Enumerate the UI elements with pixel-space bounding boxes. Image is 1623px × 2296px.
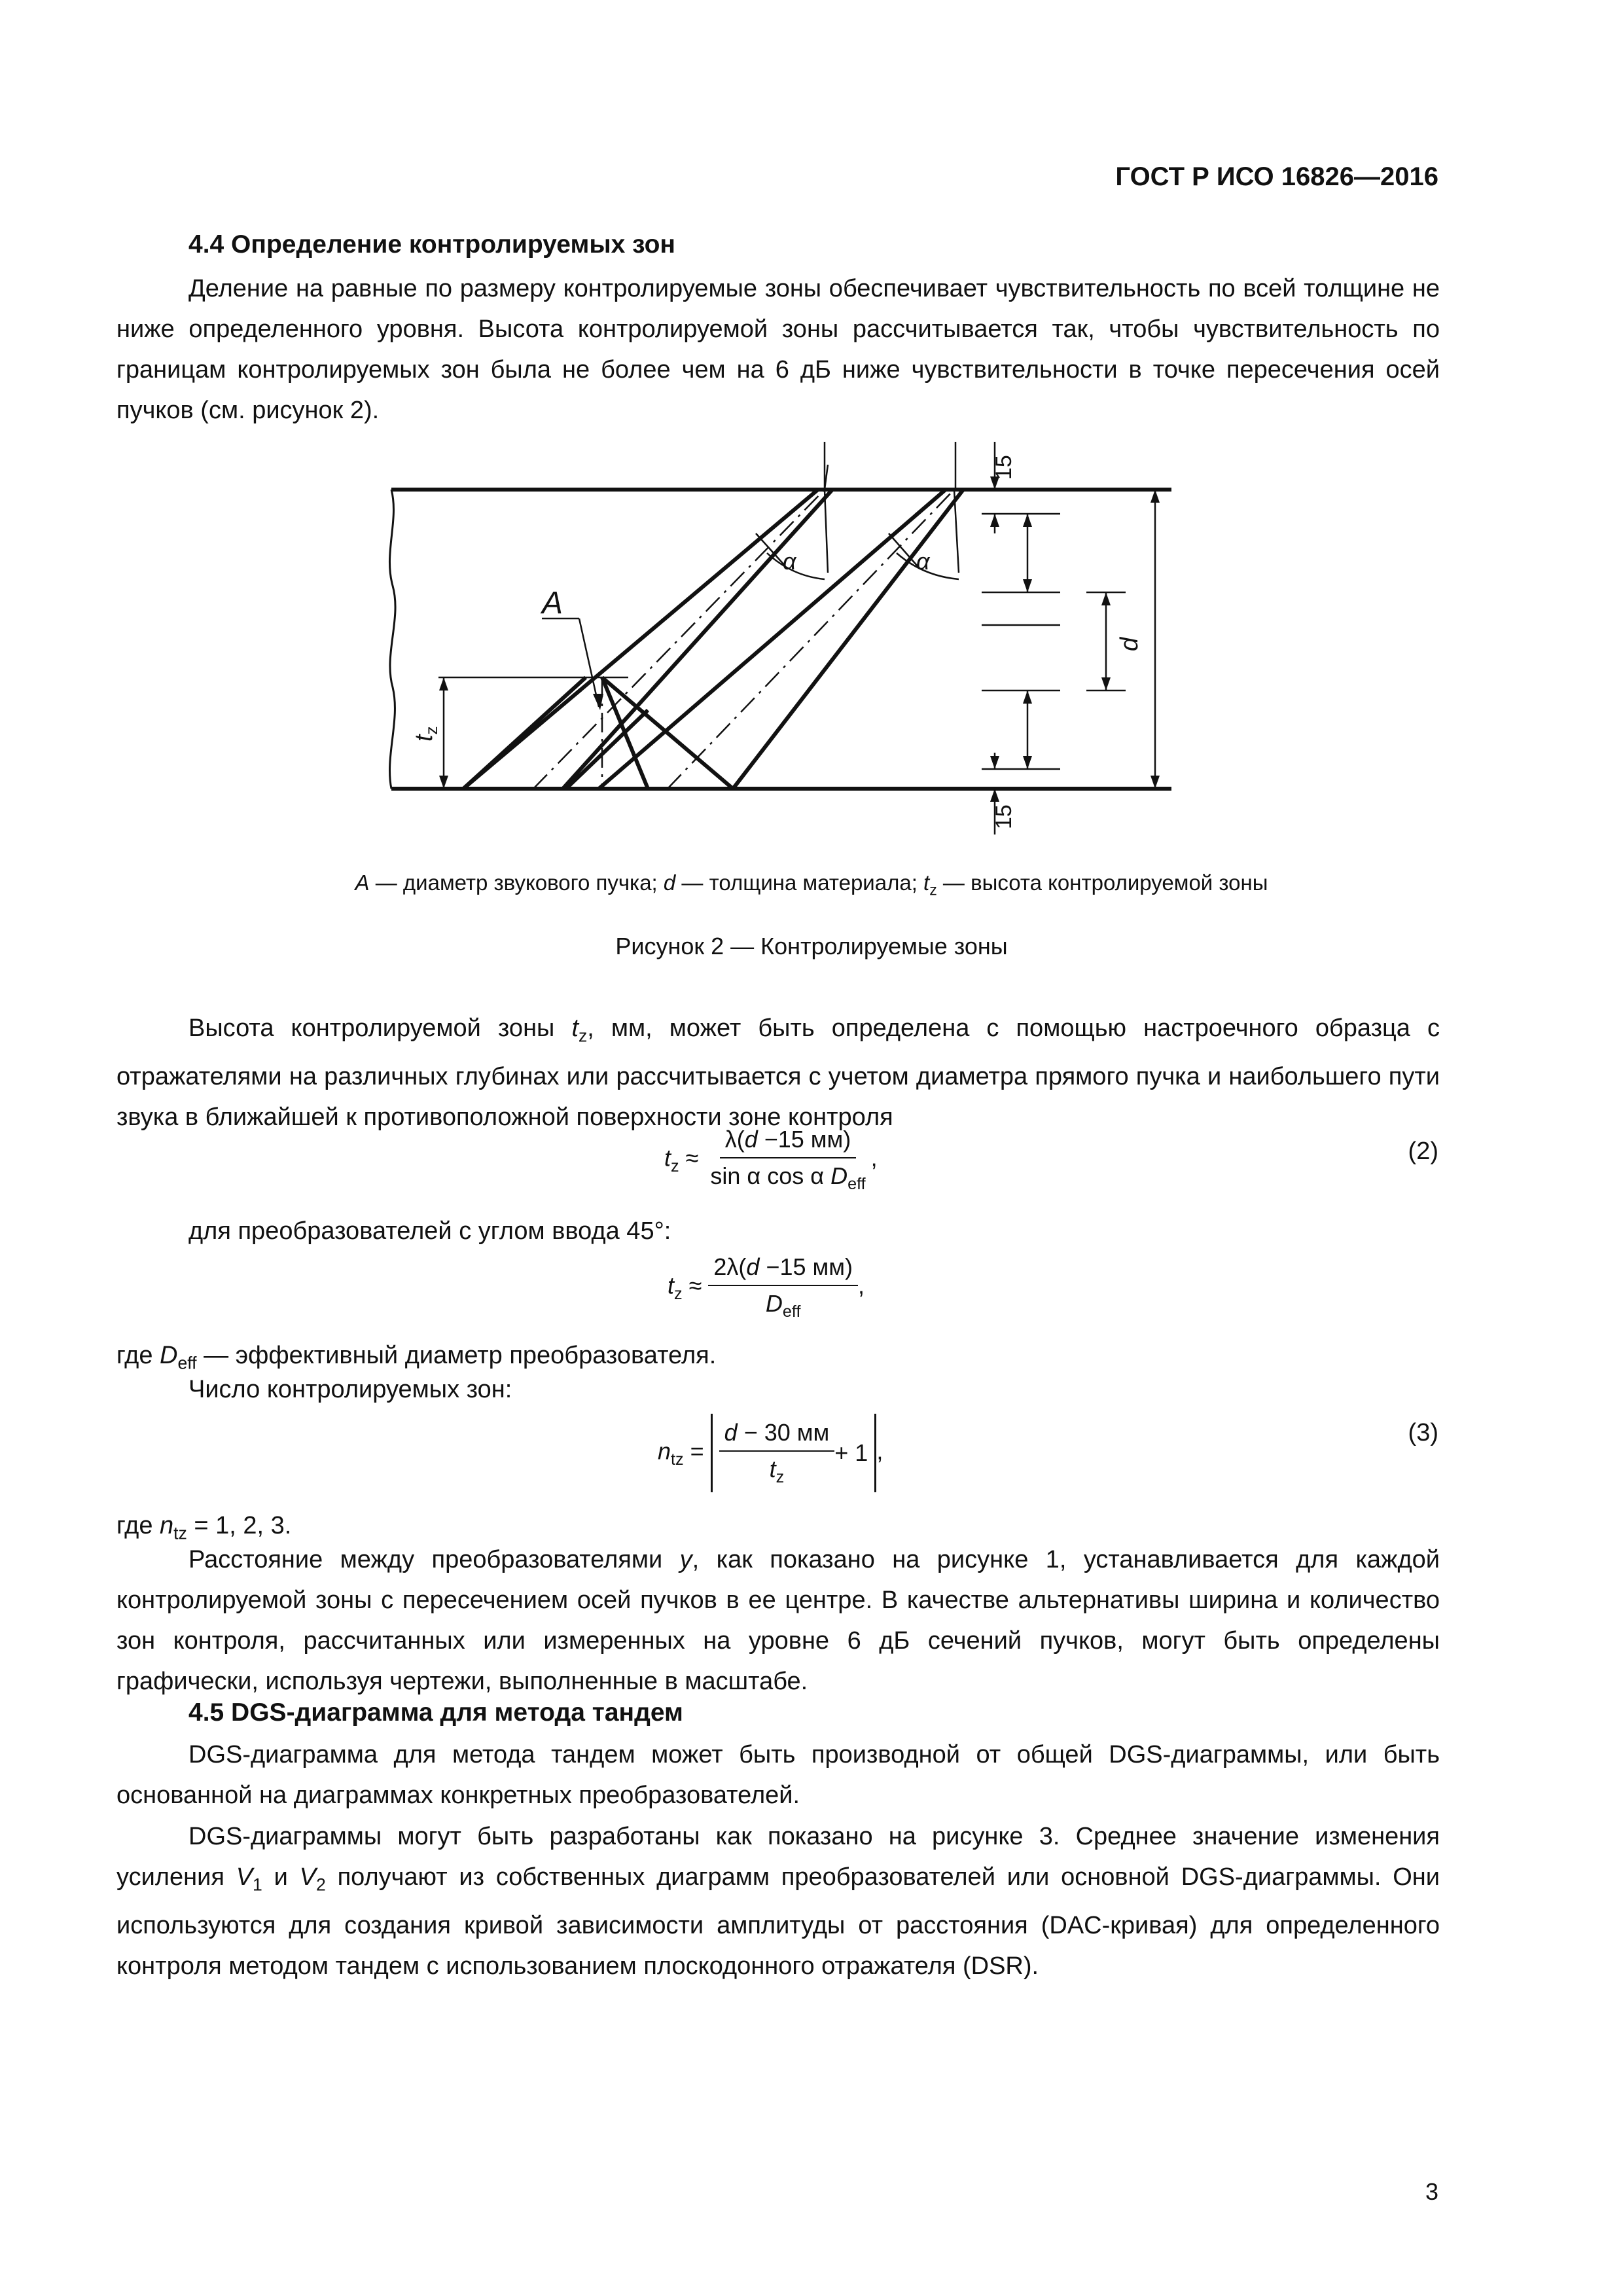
equation-2-fraction: $\frac{\lambda(d -15 мм)}{\sin \alpha \cos \alpha D_{eff}}$: [710, 1126, 866, 1194]
label-alpha-right: α: [916, 548, 930, 575]
legend-text-1: — диаметр звукового пучка;: [369, 870, 664, 895]
paragraph-zone-count: Число контролируемых зон:: [188, 1376, 512, 1403]
document-code: ГОСТ Р ИСО 16826—2016: [1115, 162, 1438, 191]
legend-text-2: — толщина материала;: [675, 870, 924, 895]
paragraph-transducer-distance: Расстояние между преобразователями y, как показано на рисунке 1, устанавливается для каждой контролируемой зоны с пересечением осей пучков в ее центре. В качестве альтернативы ширина и количество зон контроля, рассчитанных или измеренных на уровне 6 дБ сечений пучков, могут быть определены графически, используя чертежи, выполненные в масштабе.: [116, 1546, 1440, 1695]
page-number: 3: [1425, 2178, 1438, 2205]
section-4-5-title: 4.5 DGS-диаграмма для метода тандем: [188, 1698, 683, 1727]
equation-2b-fraction: $\frac{2\lambda(d -15 мм)}{D_{eff}}$: [708, 1253, 858, 1321]
a-leader-arrowhead: [593, 694, 603, 710]
equation-3-number: (3): [1408, 1419, 1438, 1446]
label-tz-z: z: [421, 726, 441, 735]
legend-d: d: [663, 870, 676, 895]
section-4-5-paragraph-2: DGS-диаграммы могут быть разработаны как показано на рисунке 3. Среднее значение изменения усиления $V_1$ и $V_2$ получают из собственных диаграмм преобразователей или основной DGS-диаграммы. Они используются для создания кривой зависимости амплитуды от расстояния (DAC-кривая) для определенного контроля методом тандем с использованием плоскодонного отражателя (DSR).: [116, 1823, 1440, 1980]
section-4-4-title: 4.4 Определение контролируемых зон: [188, 230, 675, 259]
equation-2-number: (2): [1408, 1138, 1438, 1165]
paragraph-tz-height: Высота контролируемой зоны $t_z$, мм, может быть определена с помощью настроечного образца с отражателями на различных глубинах или рассчитывается с учетом диаметра прямого пучка и наибольшего пути звука в ближайшей к противоположной поверхности зоне контроля: [116, 1014, 1440, 1131]
label-tz-t: t: [410, 734, 438, 742]
paragraph-ntz-values: где $n_{tz} = 1$, 2, 3.: [116, 1512, 292, 1543]
figure-2-diagram: [366, 429, 1191, 848]
legend-z: z: [929, 881, 937, 899]
plate-break-line: [389, 490, 395, 789]
equation-3-abs: $\frac{d - 30 мм}{t_z}$ + 1: [711, 1414, 877, 1492]
section-4-5-paragraph-1: DGS-диаграмма для метода тандем может быть производной от общей DGS-диаграммы, или быть основанной на диаграммах конкретных преобразователей.: [116, 1741, 1440, 1809]
equation-3-fraction: $\frac{d - 30 мм}{t_z}$: [719, 1419, 835, 1487]
beam-left-pair: [463, 490, 963, 789]
paragraph-deff-definition: где $D_{eff}$ — эффективный диаметр преобразователя.: [116, 1342, 717, 1373]
figure-legend: [0, 870, 1623, 899]
figure-title: Рисунок 2 — Контролируемые зоны: [615, 933, 1008, 960]
equation-2b: $t_z$ ≈ $\frac{2\lambda(d -15 мм)}{D_{eff}}$ ,: [668, 1253, 865, 1321]
equation-2: $t_z$ ≈ $\frac{\lambda(d -15 мм)}{\sin \alpha \cos \alpha D_{eff}}$ ,: [664, 1126, 878, 1194]
section-4-4-paragraph: Деление на равные по размеру контролируемые зоны обеспечивает чувствительность по всей толщине не ниже определенного уровня. Высота контролируемой зоны рассчитывается так, чтобы чувствительность по границам контролируемых зон была не более чем на 6 дБ ниже чувствительности в точке пересечения осей пучков (см. рисунок 2).: [116, 275, 1440, 424]
legend-text-3: — высота контролируемой зоны: [936, 870, 1268, 895]
paragraph-45-degrees: для преобразователей с углом ввода 45°:: [188, 1217, 671, 1245]
label-alpha-left: α: [783, 548, 796, 575]
legend-t: t: [923, 870, 930, 895]
label-15-bottom: 15: [991, 804, 1016, 829]
label-tz: [410, 726, 441, 742]
label-15-top: 15: [991, 455, 1016, 480]
label-d: d: [1116, 637, 1143, 651]
equation-3: $n_{tz}$ = $\frac{d - 30 мм}{t_z}$ + 1 ,: [658, 1414, 883, 1492]
legend-a: A: [355, 870, 370, 895]
label-a: A: [542, 586, 563, 620]
